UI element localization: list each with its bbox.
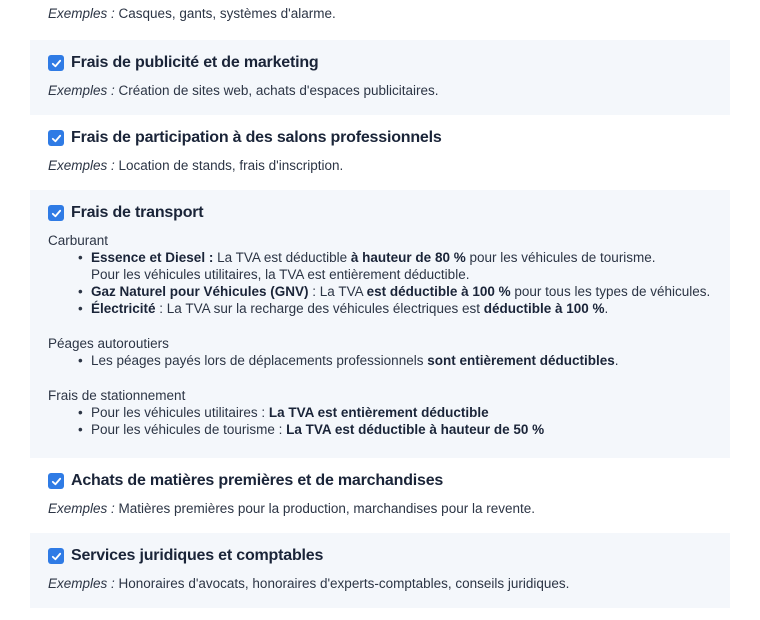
list-item: • Essence et Diesel : La TVA est déductible à hauteur de 80 % pour les véhicules de tourisme. Pour les véhicules utilitaires, la TVA est entièrement déductible. <box>91 249 712 283</box>
card-title: Achats de matières premières et de marchandises <box>71 472 444 489</box>
examples-label: Exemples : <box>48 6 115 21</box>
examples-text: Location de stands, frais d'inscription. <box>114 158 344 173</box>
card-publicite <box>30 40 730 115</box>
examples-label: Exemples : <box>48 83 115 98</box>
examples-line <box>48 501 712 516</box>
bullet-list <box>48 404 712 438</box>
card-salons <box>30 115 730 190</box>
checkbox-checked-icon[interactable] <box>48 548 64 564</box>
card-title: Services juridiques et comptables <box>71 547 324 564</box>
card-achats <box>30 458 730 533</box>
list-item: • Les péages payés lors de déplacements professionnels sont entièrement déductibles. <box>91 352 712 369</box>
card-header <box>48 127 712 149</box>
list-item: • Pour les véhicules utilitaires : La TVA est entièrement déductible <box>91 404 712 421</box>
card-transport <box>30 190 730 458</box>
list-item: • Électricité : La TVA sur la recharge des véhicules électriques est déductible à 100 %. <box>91 300 712 317</box>
checkbox-checked-icon[interactable] <box>48 205 64 221</box>
examples-text: Création de sites web, achats d'espaces publicitaires. <box>114 83 439 98</box>
checkbox-checked-icon[interactable] <box>48 55 64 71</box>
checkbox-checked-icon[interactable] <box>48 473 64 489</box>
checkbox-checked-icon[interactable] <box>48 130 64 146</box>
section-heading: Frais de stationnement <box>48 388 186 403</box>
card-title: Frais de participation à des salons professionnels <box>71 129 442 146</box>
bullet-list <box>48 249 712 317</box>
examples-line <box>48 576 712 591</box>
list-item: • Pour les véhicules de tourisme : La TVA est déductible à hauteur de 50 % <box>91 421 712 438</box>
examples-line <box>48 158 712 173</box>
card-juridiques <box>30 533 730 608</box>
examples-label: Exemples : <box>48 158 115 173</box>
examples-label: Exemples : <box>48 501 115 516</box>
examples-text: Casques, gants, systèmes d'alarme. <box>114 6 336 21</box>
examples-line <box>48 83 712 98</box>
section-peages <box>48 335 712 369</box>
card-header <box>48 52 712 74</box>
card-header <box>48 545 712 567</box>
examples-label: Exemples : <box>48 576 115 591</box>
card-title: Frais de publicité et de marketing <box>71 54 319 71</box>
card-title: Frais de transport <box>71 204 204 221</box>
examples-text: Matières premières pour la production, marchandises pour la revente. <box>114 501 535 516</box>
card-header <box>48 202 712 224</box>
section-stationnement <box>48 387 712 438</box>
examples-text: Honoraires d'avocats, honoraires d'experts-comptables, conseils juridiques. <box>114 576 570 591</box>
bullet-list <box>48 352 712 369</box>
section-carburant <box>48 232 712 317</box>
section-heading: Péages autoroutiers <box>48 336 169 351</box>
section-heading: Carburant <box>48 233 109 248</box>
card-header <box>48 470 712 492</box>
list-item: • Gaz Naturel pour Véhicules (GNV) : La TVA est déductible à 100 % pour tous les types de véhicules. <box>91 283 712 300</box>
examples-line <box>48 6 336 21</box>
